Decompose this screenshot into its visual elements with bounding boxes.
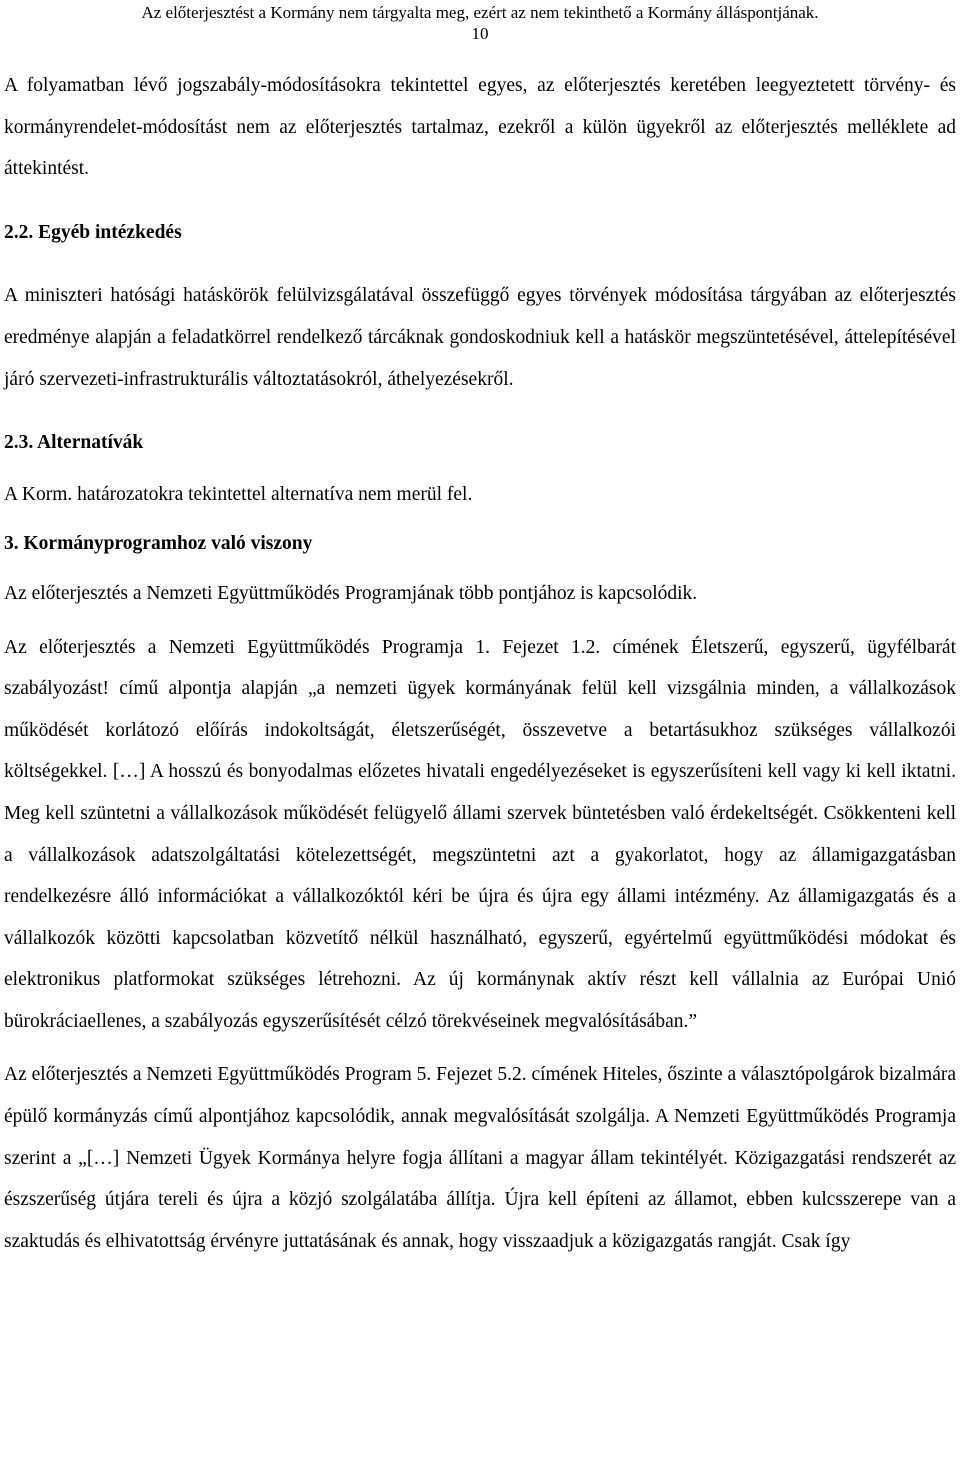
page-header [0,2,960,44]
paragraph-program-relation: Az előterjesztés a Nemzeti Együttműködés Programjának több pontjához is kapcsolódik. [4,582,698,604]
document-body [4,65,956,1262]
paragraph-other-measures: A miniszteri hatósági hatáskörök felülvizsgálatával összefüggő egyes törvények módosítása tárgyában az előterjesztés eredménye alapján a feladatkörrel rendelkező tárcáknak gondoskodniuk kell a hatáskör megszüntetésével, áttelepítésével járó szervezeti-infrastrukturális változtatásokról, áthelyezésekről. [4,285,956,390]
paragraph-program-chapter-1: Az előterjesztés a Nemzeti Együttműködés Programja 1. Fejezet 1.2. címének Életszerű, egyszerű, ügyfélbarát szabályozást! című alpontja alapján „a nemzeti ügyek kormányának felül kell vizsgálnia minden, a vállalkozások működését korlátozó előírás indokoltságát, életszerűségét, összevetve a betartásukhoz szükséges vállalkozói költségekkel. […] A hosszú és bonyodalmas előzetes hivatali engedélyezéseket is egyszerűsíteni kell vagy ki kell iktatni. Meg kell szüntetni a vállalkozások működését felügyelő állami szervek büntetésben való érdekeltségét. Csökkenteni kell a vállalkozások adatszolgáltatási kötelezettségét, megszüntetni azt a gyakorlatot, hogy az államigazgatásban rendelkezésre álló információkat a vállalkozóktól kéri be újra és újra egy állami intézmény. Az államigazgatás és a vállalkozók közötti kapcsolatban közvetítő nélkül használható, egyszerű, egyértelmű együttműködési módokat és elektronikus platformokat szükséges létrehozni. Az új kormánynak aktív részt kell vállalnia az Európai Unió bürokráciaellenes, a szabályozás egyszerűsítését célzó törekvéseinek megvalósításában.” [4,636,956,1032]
header-notice: Az előterjesztést a Kormány nem tárgyalta meg, ezért az nem tekinthető a Kormány álláspontjának. [141,3,819,22]
section-heading-3: 3. Kormányprogramhoz való viszony [4,533,313,555]
paragraph-pending-amendments: A folyamatban lévő jogszabály-módosításokra tekintettel egyes, az előterjesztés keretében leegyeztetett törvény- és kormányrendelet-módosítást nem az előterjesztés tartalmaz, ezekről a külön ügyekről az előterjesztés melléklete ad áttekintést. [4,75,956,180]
paragraph-program-chapter-5: Az előterjesztés a Nemzeti Együttműködés Program 5. Fejezet 5.2. címének Hiteles, őszinte a választópolgárok bizalmára épülő kormányzás című alpontjához kapcsolódik, annak megvalósítását szolgálja. A Nemzeti Együttműködés Programja szerint a „[…] Nemzeti Ügyek Kormánya helyre fogja állítani a magyar állam tekintélyét. Közigazgatási rendszerét az észszerűség útjára tereli és újra a közjó szolgálatába állítja. Újra kell építeni az államot, ebben kulcsszerepe van a szaktudás és elhivatottság érvényre juttatásának és annak, hogy visszaadjuk a közigazgatás rangját. Csak így [4,1064,956,1252]
section-heading-2-3: 2.3. Alternatívák [4,432,144,454]
page-number: 10 [471,24,489,43]
paragraph-alternatives: A Korm. határozatokra tekintettel alternatíva nem merül fel. [4,483,473,505]
section-heading-2-2: 2.2. Egyéb intézkedés [4,221,182,243]
